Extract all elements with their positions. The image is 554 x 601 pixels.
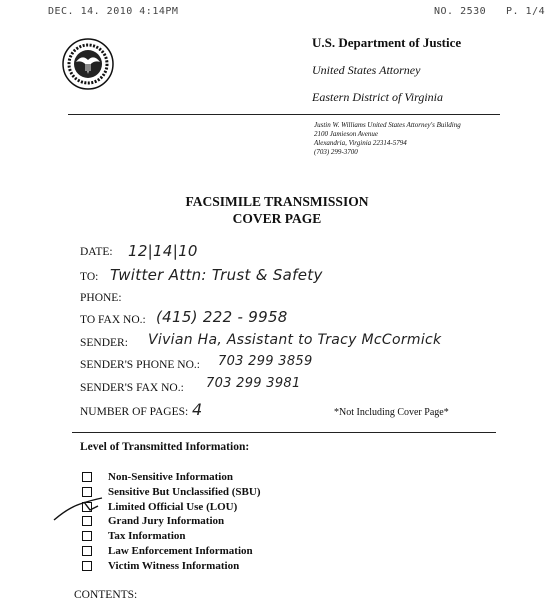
option-label: Law Enforcement Information: [108, 545, 253, 557]
fax-page-count: P. 1/4: [506, 6, 546, 17]
page-title: FACSIMILE TRANSMISSION: [185, 194, 369, 209]
pages-note: *Not Including Cover Page*: [334, 407, 449, 418]
option-non-sensitive[interactable]: [82, 470, 233, 484]
pages-value: 4: [192, 400, 203, 419]
option-tax[interactable]: [82, 529, 186, 543]
to-label: TO:: [80, 271, 99, 283]
section-rule: [72, 432, 496, 433]
fax-datetime: DEC. 14. 2010 4:14PM: [48, 6, 179, 17]
district-name: Eastern District of Virginia: [312, 90, 443, 104]
option-label: Tax Information: [108, 530, 186, 542]
pages-label: NUMBER OF PAGES:: [80, 406, 189, 418]
to-value: Twitter Attn: Trust & Safety: [110, 266, 323, 284]
checkbox[interactable]: [82, 546, 92, 556]
page-subtitle: COVER PAGE: [232, 211, 322, 226]
contents-label: CONTENTS:: [74, 589, 138, 601]
checkbox[interactable]: [82, 472, 92, 482]
sender-label: SENDER:: [80, 337, 128, 349]
sender-value: Vivian Ha, Assistant to Tracy McCormick: [148, 332, 442, 348]
fax-label: TO FAX NO.:: [80, 314, 146, 326]
sender-phone-label: SENDER'S PHONE NO.:: [80, 359, 200, 371]
header-rule: [68, 114, 500, 115]
option-label: Non-Sensitive Information: [108, 471, 233, 483]
date-label: DATE:: [80, 246, 113, 258]
date-value: 12|14|10: [128, 242, 198, 260]
checkbox[interactable]: [82, 531, 92, 541]
doj-seal-icon: [62, 38, 114, 90]
phone-label: PHONE:: [80, 292, 122, 304]
address-line2: 2100 Jamieson Avenue: [314, 130, 379, 138]
address-line1: Justin W. Williams United States Attorney's Building: [314, 121, 461, 129]
address-line4: (703) 299-3700: [314, 148, 358, 156]
option-label: Sensitive But Unclassified (SBU): [108, 486, 261, 498]
department-name: U.S. Department of Justice: [312, 35, 462, 50]
handwritten-check-icon: [50, 494, 110, 524]
option-label: Grand Jury Information: [108, 515, 225, 527]
fax-number: NO. 2530: [434, 6, 487, 17]
option-label: Victim Witness Information: [108, 560, 240, 572]
level-title: Level of Transmitted Information:: [80, 441, 250, 453]
option-victim-witness[interactable]: [82, 559, 239, 573]
option-law-enforcement[interactable]: [82, 544, 253, 558]
fax-value: (415) 222 - 9958: [156, 308, 288, 326]
sender-phone-value: 703 299 3859: [218, 354, 313, 369]
sender-fax-value: 703 299 3981: [206, 376, 301, 391]
office-name: United States Attorney: [312, 63, 421, 77]
option-label: Limited Official Use (LOU): [108, 501, 238, 513]
address-line3: Alexandria, Virginia 22314-5794: [314, 139, 407, 147]
sender-fax-label: SENDER'S FAX NO.:: [80, 382, 184, 394]
checkbox[interactable]: [82, 561, 92, 571]
